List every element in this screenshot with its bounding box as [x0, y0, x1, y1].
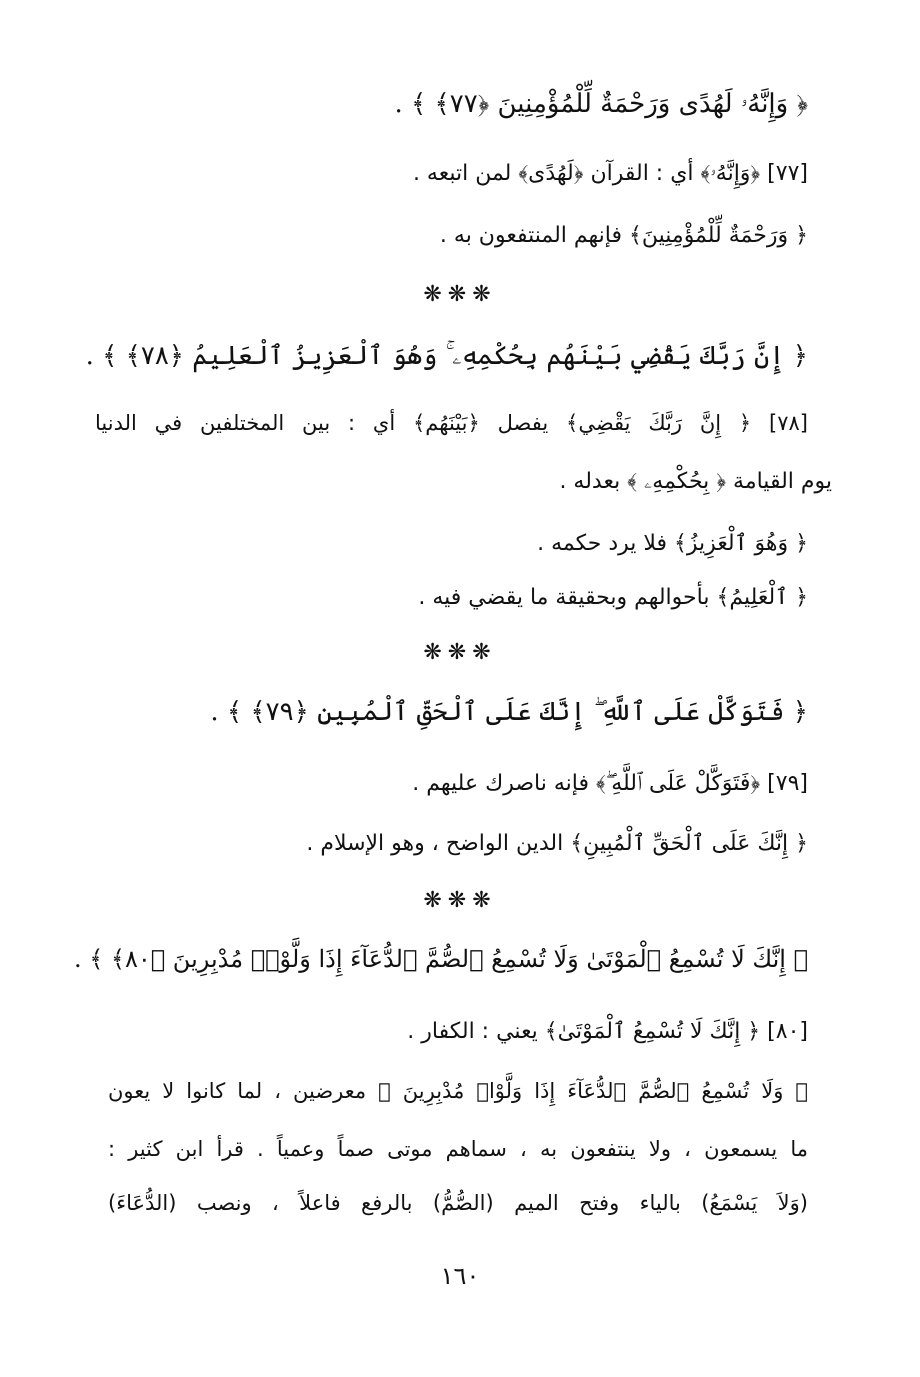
explanation-80-line-1: [٨٠] ﴿ إِنَّكَ لَا تُسْمِعُ ٱلْمَوْتَىٰ﴾ يعني : الكفار . [407, 1019, 808, 1044]
explanation-78-line-3: ﴿ وَهُوَ ٱلْعَزِيزُ﴾ فلا يرد حكمه . [537, 531, 808, 556]
explanation-77-line-2: ﴿ وَرَحْمَةٌ لِّلْمُؤْمِنِينَ﴾ فإنهم المنتفعون به . [439, 223, 808, 248]
explanation-78-line-4: ﴿ ٱلْعَلِيمُ﴾ بأحوالهم وبحقيقة ما يقضي فيه . [418, 585, 808, 610]
page-number: ١٦٠ [440, 1262, 480, 1290]
explanation-77-line-1: [٧٧] ﴿وَإِنَّهُۥ﴾ أي : القرآن ﴿لَهُدًى﴾ لمن اتبعه . [412, 161, 808, 186]
verse-79: ﴿ فَتَوَكَّلْ عَلَى ٱللَّهِ ۖ إِنَّكَ عَلَى ٱلْحَقِّ ٱلْمُبِينِ ﴿٧٩﴾ ﴾ . [210, 697, 808, 727]
verse-77: ﴿ وَإِنَّهُۥ لَهُدًى وَرَحْمَةٌ لِّلْمُؤْمِنِينَ ﴿٧٧﴾ ﴾ . [394, 89, 808, 119]
explanation-80-line-4: (وَلاَ يَسْمَعُ) بالياء وفتح الميم (الصُّمُّ) بالرفع فاعلاً ، ونصب (الدُّعَاءَ) [108, 1191, 808, 1215]
section-separator: ❋❋❋ [423, 282, 497, 307]
explanation-80-line-2: ﴿ وَلَا تُسْمِعُ ٱلصُّمَّ ٱلدُّعَآءَ إِذَا وَلَّوْا۟ مُدْبِرِينَ ﴾ معرضين ، لما كانوا لا يعون [108, 1079, 808, 1103]
explanation-78-line-1: [٧٨] ﴿ إِنَّ رَبَّكَ يَقْضِي﴾ يفصل ﴿بَيْنَهُم﴾ أي : بين المختلفين في الدنيا [95, 411, 808, 435]
verse-80: ﴿ إِنَّكَ لَا تُسْمِعُ ٱلْمَوْتَىٰ وَلَا تُسْمِعُ ٱلصُّمَّ ٱلدُّعَآءَ إِذَا وَلَّوْا۟ مُدْبِرِينَ ﴿٨٠﴾ ﴾ . [73, 945, 808, 973]
explanation-80-line-3: ما يسمعون ، ولا ينتفعون به ، سماهم موتى صماً وعمياً . قرأ ابن كثير : [108, 1137, 808, 1161]
section-separator: ❋❋❋ [423, 888, 497, 913]
explanation-79-line-1: [٧٩] ﴿فَتَوَكَّلْ عَلَى ٱللَّهِ ۖ﴾ فإنه ناصرك عليهم . [412, 771, 808, 796]
explanation-79-line-2: ﴿ إِنَّكَ عَلَى ٱلْحَقِّ ٱلْمُبِينِ﴾ الدين الواضح ، وهو الإسلام . [306, 831, 808, 856]
verse-78: ﴿ إِنَّ رَبَّكَ يَقْضِي بَيْنَهُم بِحُكْمِهِۦ ۚ وَهُوَ ٱلْعَزِيزُ ٱلْعَلِيمُ ﴿٧٨﴾ ﴾ . [85, 341, 808, 371]
explanation-78-line-2: يوم القيامة ﴿ بِحُكْمِهِۦ ﴾ بعدله . [559, 469, 832, 494]
section-separator: ❋❋❋ [423, 640, 497, 665]
